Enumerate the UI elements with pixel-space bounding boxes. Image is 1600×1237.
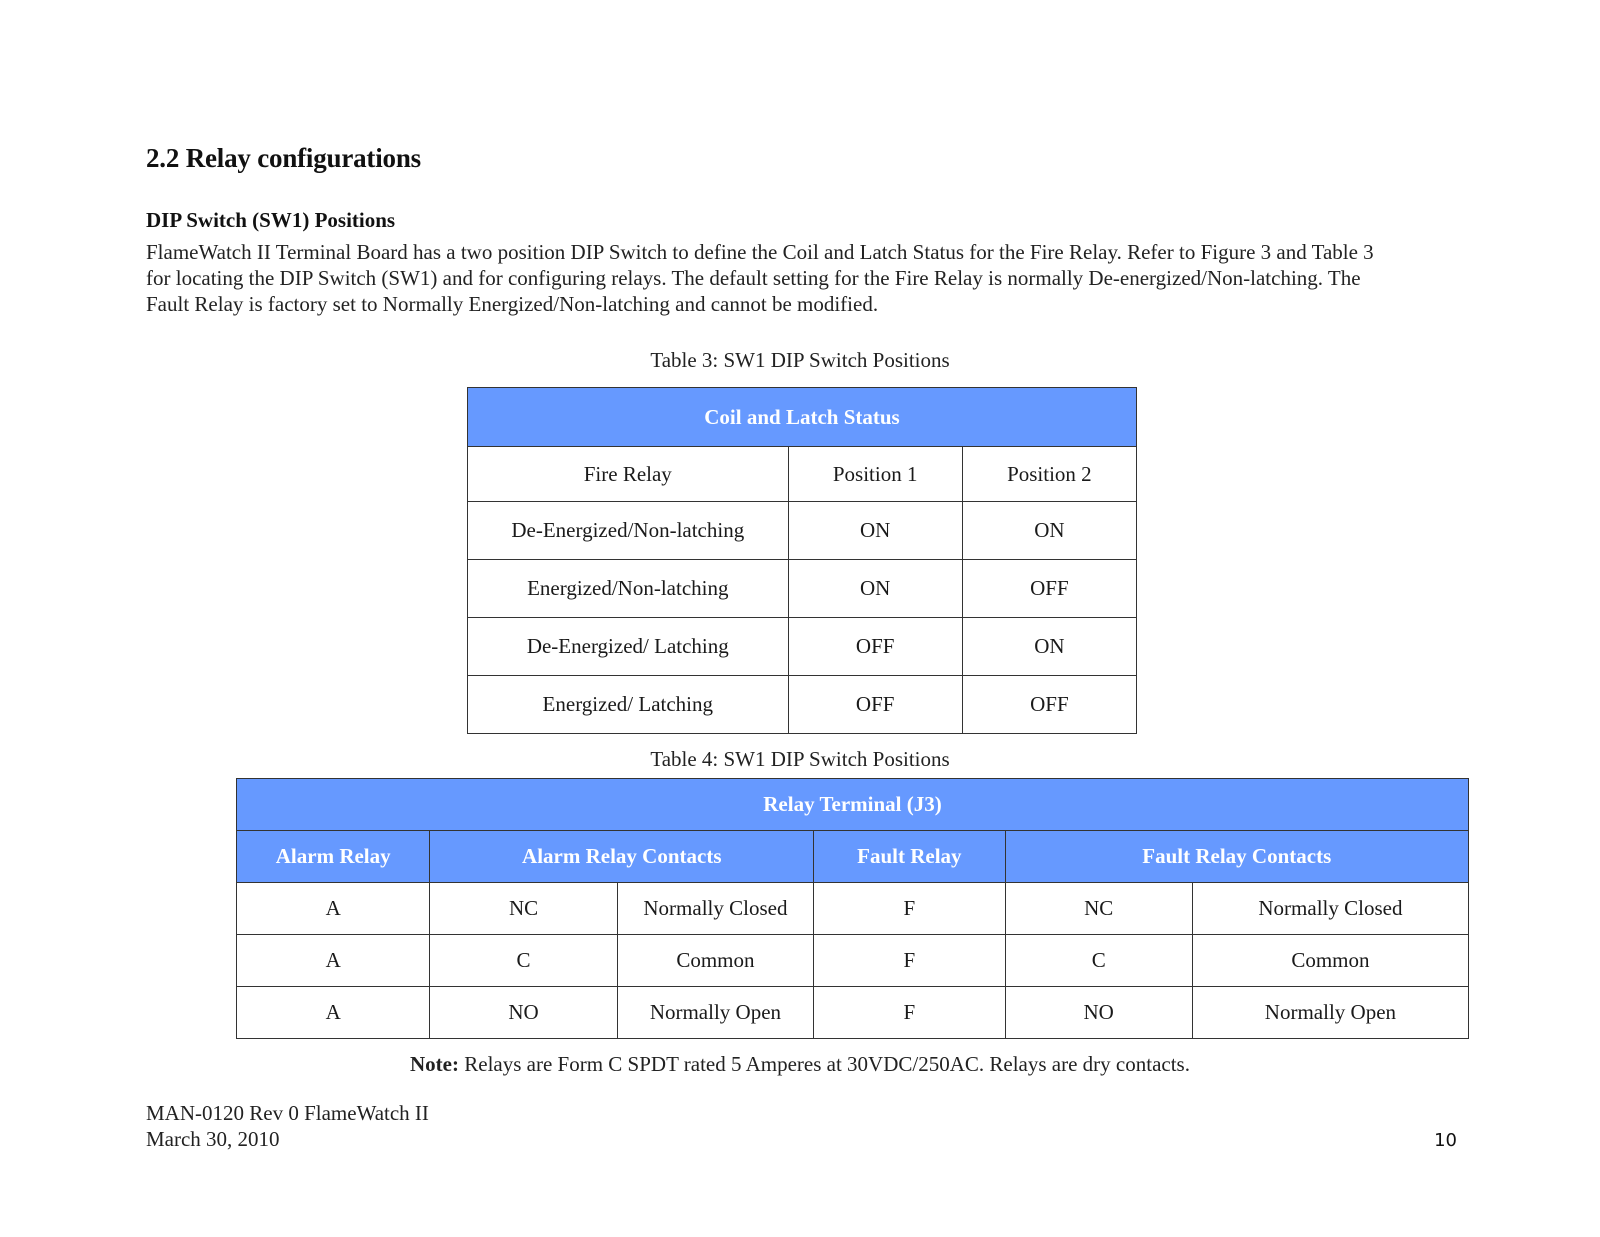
table4-caption: Table 4: SW1 DIP Switch Positions	[650, 747, 950, 771]
table-row	[237, 883, 1469, 935]
column-header: Alarm Relay Contacts	[430, 831, 814, 883]
dip-switch-table	[467, 387, 1137, 734]
table-cell: NC	[1005, 883, 1192, 935]
table3-header: Coil and Latch Status	[468, 388, 1137, 447]
note-text: Relays are Form C SPDT rated 5 Amperes at 30VDC/250AC. Relays are dry contacts.	[459, 1052, 1190, 1076]
table-cell: OFF	[788, 618, 962, 676]
table-cell: Common	[617, 935, 813, 987]
relay-note	[0, 1052, 1600, 1077]
table-cell: ON	[788, 560, 962, 618]
table-row	[468, 502, 1137, 560]
table-cell: F	[814, 987, 1005, 1039]
table-cell: A	[237, 883, 430, 935]
table-cell: NO	[430, 987, 617, 1039]
column-header: Position 2	[962, 447, 1136, 502]
table-cell: NC	[430, 883, 617, 935]
section-title: 2.2 Relay configurations	[146, 143, 421, 173]
table-cell: De-Energized/Non-latching	[468, 502, 789, 560]
column-header: Fault Relay	[814, 831, 1005, 883]
relay-terminal-table	[236, 778, 1469, 1039]
table-cell: OFF	[962, 560, 1136, 618]
table-cell: Energized/Non-latching	[468, 560, 789, 618]
table-row	[468, 560, 1137, 618]
table-cell: C	[430, 935, 617, 987]
column-header: Position 1	[788, 447, 962, 502]
intro-line: Fault Relay is factory set to Normally Energized/Non-latching and cannot be modified.	[146, 292, 879, 316]
table-cell: De-Energized/ Latching	[468, 618, 789, 676]
table3-caption: Table 3: SW1 DIP Switch Positions	[650, 348, 950, 372]
document-date: March 30, 2010	[146, 1127, 280, 1151]
document-id: MAN-0120 Rev 0 FlameWatch II	[146, 1101, 429, 1125]
table-cell: F	[814, 883, 1005, 935]
table-row	[468, 676, 1137, 734]
intro-line: for locating the DIP Switch (SW1) and for configuring relays. The default setting for the Fire Relay is normally De-energized/Non-latching. The	[146, 266, 1361, 290]
column-header: Fault Relay Contacts	[1005, 831, 1468, 883]
table4-header: Relay Terminal (J3)	[237, 779, 1469, 831]
table-cell: ON	[788, 502, 962, 560]
table-cell: OFF	[962, 676, 1136, 734]
table-cell: Normally Open	[1192, 987, 1468, 1039]
table-cell: Energized/ Latching	[468, 676, 789, 734]
table-cell: NO	[1005, 987, 1192, 1039]
column-header: Alarm Relay	[237, 831, 430, 883]
table-cell: ON	[962, 618, 1136, 676]
note-label: Note:	[410, 1052, 459, 1076]
column-header: Fire Relay	[468, 447, 789, 502]
intro-line: FlameWatch II Terminal Board has a two position DIP Switch to define the Coil and Latch Status for the Fire Relay. Refer to Figure 3 and Table 3	[146, 240, 1374, 264]
table-cell: Normally Closed	[617, 883, 813, 935]
table-cell: Normally Open	[617, 987, 813, 1039]
table-cell: C	[1005, 935, 1192, 987]
table-cell: A	[237, 935, 430, 987]
page-number: 10	[1434, 1130, 1457, 1151]
table-cell: A	[237, 987, 430, 1039]
table-cell: Common	[1192, 935, 1468, 987]
table-row	[468, 618, 1137, 676]
table-row	[237, 935, 1469, 987]
table-cell: F	[814, 935, 1005, 987]
intro-paragraph	[146, 239, 1466, 317]
table-row	[237, 987, 1469, 1039]
page-footer	[146, 1100, 429, 1152]
subsection-title: DIP Switch (SW1) Positions	[146, 208, 396, 232]
table-cell: ON	[962, 502, 1136, 560]
table-cell: Normally Closed	[1192, 883, 1468, 935]
table-cell: OFF	[788, 676, 962, 734]
